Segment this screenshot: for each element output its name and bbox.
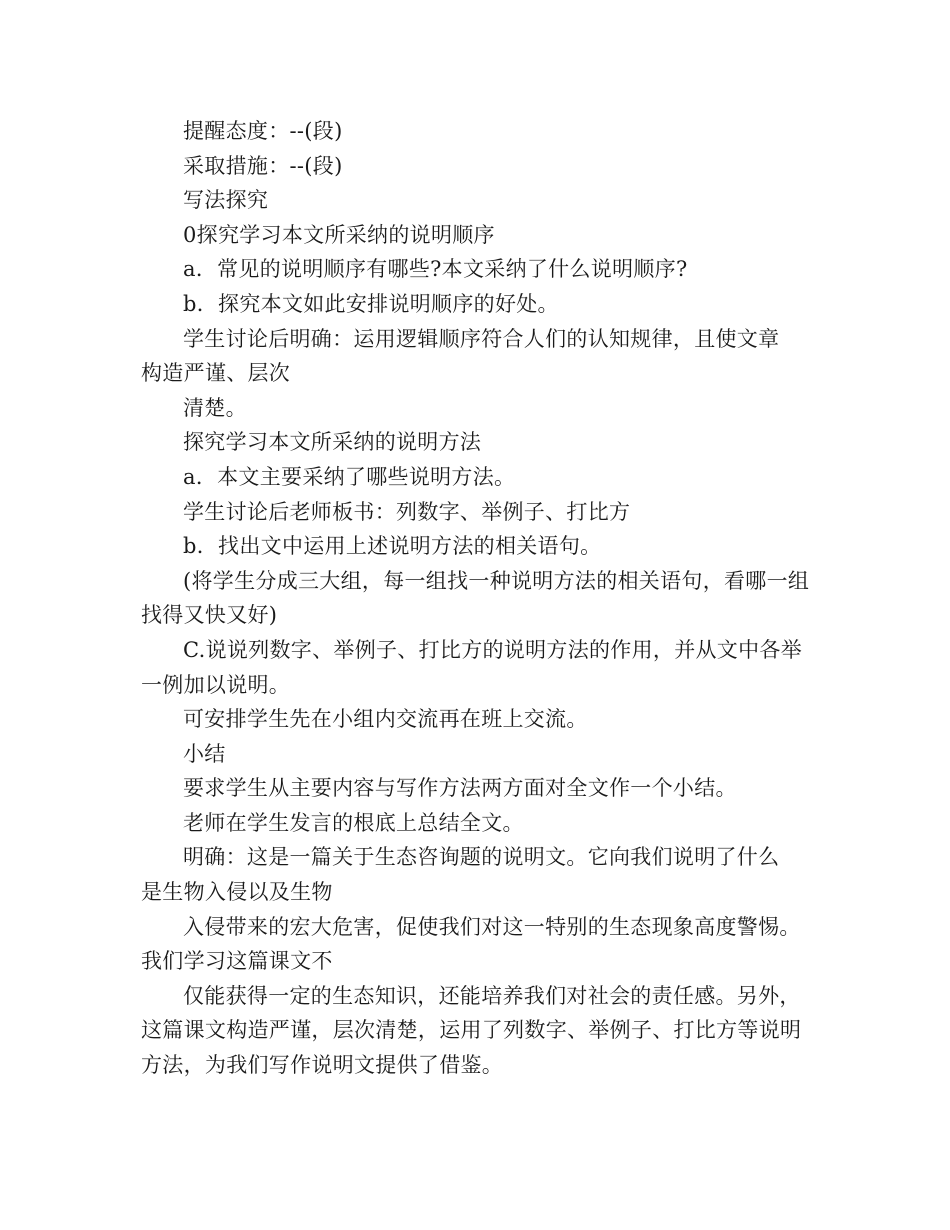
paragraph: 老师在学生发言的根底上总结全文。 — [183, 810, 524, 835]
paragraph-continuation: 我们学习这篇课文不 — [141, 949, 333, 974]
paragraph: b．找出文中运用上述说明方法的相关语句。 — [183, 534, 602, 559]
paragraph: a．本文主要采纳了哪些说明方法。 — [183, 464, 516, 489]
paragraph: 提醒态度：--(段) — [183, 119, 343, 143]
section-heading: 写法探究 — [183, 188, 269, 213]
paragraph: 仅能获得一定的生态知识，还能培养我们对社会的责任感。另外，这篇课文构造严谨，层次清楚，运用了列数字、举例子、打比方等说明方法，为我们写作说明文提供了借鉴。 — [141, 983, 802, 1078]
paragraph: b．探究本文如此安排说明顺序的好处。 — [183, 291, 559, 316]
paragraph: 可安排学生先在小组内交流再在班上交流。 — [183, 707, 588, 732]
paragraph: 明确：这是一篇关于生态咨询题的说明文。它向我们说明了什么 — [183, 845, 780, 870]
paragraph-continuation: 是生物入侵以及生物 — [141, 880, 333, 905]
document-body — [141, 114, 821, 1083]
paragraph: 入侵带来的宏大危害，促使我们对这一特别的生态现象高度警惕。 — [183, 914, 801, 939]
paragraph: 探究学习本文所采纳的说明方法 — [183, 430, 482, 455]
paragraph: (将学生分成三大组，每一组找一种说明方法的相关语句，看哪一组找得又快又好) — [141, 568, 810, 628]
paragraph: 采取措施：--(段) — [183, 153, 343, 178]
paragraph-continuation: 构造严谨、层次 — [141, 361, 291, 386]
paragraph: 学生讨论后明确：运用逻辑顺序符合人们的认知规律，且使文章 — [183, 326, 780, 351]
paragraph: 清楚。 — [183, 395, 247, 420]
paragraph: 0探究学习本文所采纳的说明顺序 — [183, 222, 495, 247]
paragraph: a．常见的说明顺序有哪些?本文采纳了什么说明顺序? — [183, 257, 688, 282]
section-heading: 小结 — [183, 741, 226, 766]
paragraph: 要求学生从主要内容与写作方法两方面对全文作一个小结。 — [183, 776, 737, 801]
paragraph: C.说说列数字、举例子、打比方的说明方法的作用，并从文中各举一例加以说明。 — [141, 637, 802, 697]
paragraph: 学生讨论后老师板书：列数字、举例子、打比方 — [183, 499, 631, 524]
